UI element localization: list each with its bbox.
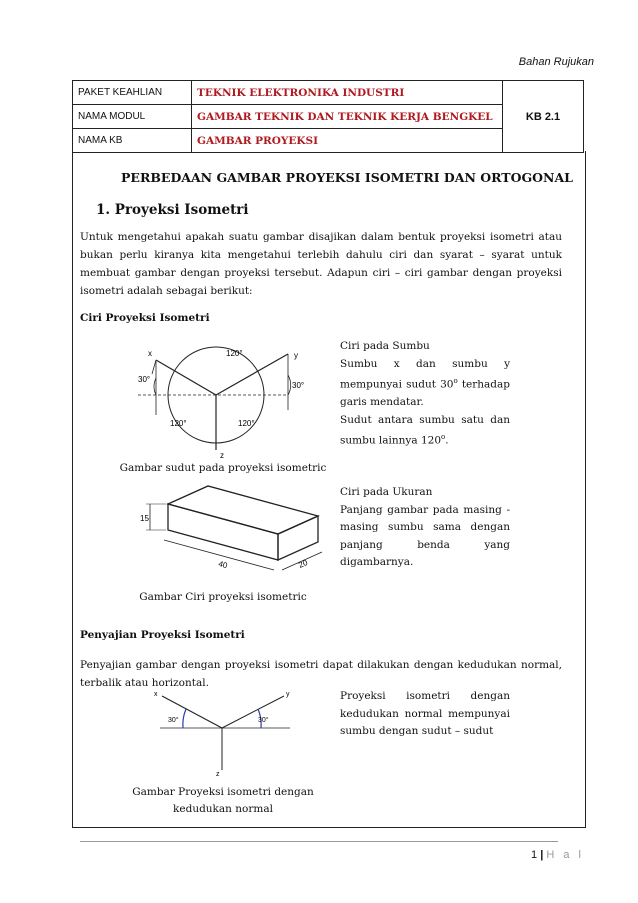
axis-z-label: z — [216, 771, 220, 778]
degree-sup: o — [441, 433, 446, 441]
figure-caption-box: Gambar Ciri proyeksi isometric — [139, 591, 307, 603]
footer-divider — [80, 841, 558, 842]
dim-height-label: 15 — [140, 514, 149, 523]
ciri-ukuran-title: Ciri pada Ukuran — [340, 486, 433, 498]
page-title: PERBEDAAN GAMBAR PROYEKSI ISOMETRI DAN ORTOGONAL — [121, 170, 573, 185]
penyajian-side-text: Proyeksi isometri dengan kedudukan normal mempunyai sumbu dengan sudut – sudut — [340, 690, 510, 737]
dim-length-label: 40 — [217, 559, 229, 571]
kb-code: KB 2.1 — [503, 81, 584, 153]
ciri-sumbu-line1 — [340, 356, 510, 412]
ciri-ukuran-body: Panjang gambar pada masing - masing sumbu sama dengan panjang benda yang digambarnya. — [340, 503, 510, 568]
info-label: PAKET KEAHLIAN — [73, 81, 192, 105]
angle-120-right-label: 120° — [238, 419, 255, 428]
footer-hal: H a l — [546, 849, 584, 861]
document-header-label: Bahan Rujukan — [518, 56, 594, 68]
ciri-sumbu-line1b-text: terhadap garis mendatar. — [340, 378, 510, 408]
axis-z-label: z — [220, 451, 224, 460]
info-value: GAMBAR TEKNIK DAN TEKNIK KERJA BENGKEL — [192, 105, 503, 129]
footer-separator: | — [540, 849, 544, 861]
isometric-box-figure — [140, 482, 330, 578]
section-heading-isometri: 1. Proyeksi Isometri — [96, 202, 249, 218]
info-label: NAMA MODUL — [73, 105, 192, 129]
angle-30-right-label: 30° — [292, 381, 305, 390]
info-row-paket — [73, 81, 584, 105]
penyajian-paragraph: Penyajian gambar dengan proyeksi isometri dapat dilakukan dengan kedudukan normal, terbalik atau horizontal. — [80, 659, 562, 689]
penyajian-heading: Penyajian Proyeksi Isometri — [80, 629, 245, 641]
ciri-sumbu-line2b-text: . — [445, 434, 449, 447]
figure-caption-axes: Gambar sudut pada proyeksi isometric — [119, 462, 327, 474]
angle-30-right-label: 30° — [258, 717, 269, 724]
dim-width-label: 20 — [297, 557, 309, 570]
normal-position-figure — [150, 688, 300, 778]
ciri-ukuran-text — [340, 484, 510, 572]
angle-120-top-label: 120° — [226, 349, 243, 358]
figure-caption-normal-line1: Gambar Proyeksi isometri dengan — [132, 786, 314, 798]
axis-x-label: x — [148, 349, 152, 358]
axis-y-label: y — [294, 351, 298, 360]
ciri-sumbu-text — [340, 338, 510, 450]
info-value: TEKNIK ELEKTRONIKA INDUSTRI — [192, 81, 503, 105]
figure-caption-normal-line2: kedudukan normal — [173, 803, 273, 815]
ciri-heading: Ciri Proyeksi Isometri — [80, 312, 210, 324]
angle-120-left-label: 120° — [170, 419, 187, 428]
angle-30-left-label: 30° — [138, 375, 151, 384]
degree-sup: o — [453, 377, 458, 385]
isometric-axes-figure — [138, 340, 338, 460]
info-label: NAMA KB — [73, 129, 192, 153]
module-info-table — [72, 80, 584, 153]
page-number: 1 — [531, 849, 538, 861]
ciri-sumbu-line1-text: Sumbu x dan sumbu y mempunyai sudut 30 — [340, 357, 510, 391]
page-footer — [531, 849, 584, 861]
axis-y-label: y — [286, 691, 290, 698]
figure-caption-normal — [118, 784, 328, 818]
ciri-sumbu-title: Ciri pada Sumbu — [340, 340, 430, 352]
axis-x-label: x — [154, 691, 158, 698]
ciri-sumbu-line2-text: Sudut antara sumbu satu dan sumbu lainnya 120 — [340, 413, 510, 447]
ciri-sumbu-line2 — [340, 412, 510, 451]
intro-paragraph: Untuk mengetahui apakah suatu gambar disajikan dalam bentuk proyeksi isometri atau bukan perlu kiranya kita mengetahui terlebih dahulu ciri dan syarat – syarat untuk membuat gambar dengan proyeksi tersebut. Adapun ciri – ciri gambar dengan proyeksi isometri adalah sebagai berikut: — [80, 231, 562, 297]
info-value: GAMBAR PROYEKSI — [192, 129, 503, 153]
angle-30-left-label: 30° — [168, 717, 179, 724]
